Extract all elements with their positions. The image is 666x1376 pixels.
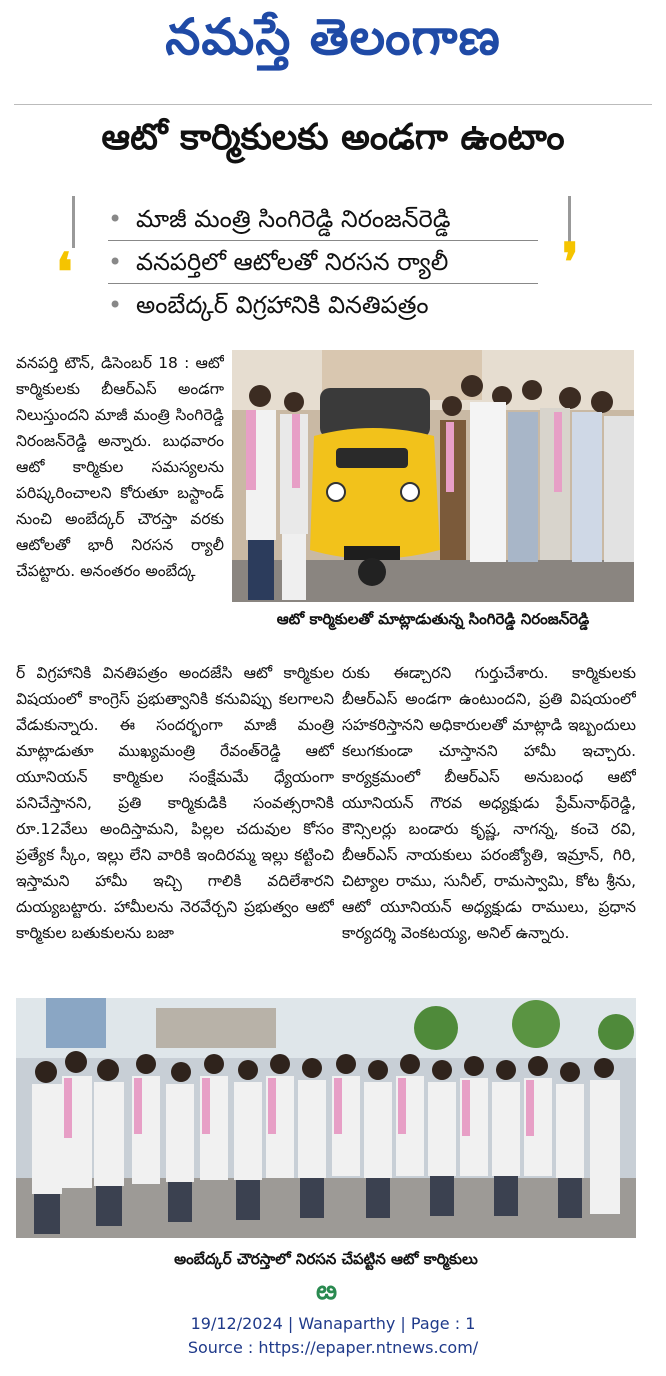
quote-close-icon: ❜: [562, 232, 579, 293]
bullet-icon: •: [108, 248, 123, 276]
masthead: [0, 0, 666, 92]
footer-date-line: 19/12/2024 | Wanaparthy | Page : 1: [190, 1314, 476, 1333]
headline: ఆటో కార్మికులకు అండగా ఉంటాం: [101, 117, 565, 158]
bullet-icon: •: [108, 291, 123, 319]
headline-box: [14, 104, 652, 195]
photo-protest-group: [16, 998, 636, 1238]
footer: [0, 1312, 666, 1360]
photo-auto-workers: [232, 350, 634, 602]
summary-point-text: అంబేద్కర్ విగ్రహానికి వినతిపత్రం: [136, 291, 429, 319]
bullet-icon: •: [108, 205, 123, 233]
divider-left: [72, 196, 75, 248]
masthead-title: నమస్తే తెలంగాణ: [165, 8, 501, 66]
article-col1-bottom: ర్ విగ్రహానికి వినతిపత్రం అందజేసి ఆటో కార్మికుల విషయంలో కాంగ్రెస్ ప్రభుత్వానికి కనువిప్పు కలగాలని వేడుకున్నారు. ఈ సందర్భంగా మాజీ మంత్రి మాట్లాడుతూ ముఖ్యమంత్రి రేవంత్‌రెడ్డి ఆటో యూనియన్ కార్మికుల సంక్షేమమే ధ్యేయంగా పనిచేస్తానని, ప్రతి కార్మికుడికి సంవత్సరానికి రూ.12వేలు అందిస్తామని, పిల్లల చదువుల కోసం ప్రత్యేక స్కీం, ఇల్లు లేని వారికి ఇందిరమ్మ ఇల్లు కట్టించి ఇస్తామని హామీ ఇచ్చి గాలికి వదిలేశారని దుయ్యబట్టారు. హామీలను నెరవేర్చని ప్రభుత్వం ఆటో కార్మికుల బతుకులను బజా: [16, 664, 334, 942]
ntnews-logo-icon: ఴ: [316, 1276, 338, 1306]
photo1-caption: ఆటో కార్మికులతో మాట్లాడుతున్న సింగిరెడ్డి నిరంజన్‌రెడ్డి: [232, 604, 634, 634]
summary-point: [108, 198, 538, 241]
summary-point: [108, 241, 538, 284]
summary-point-text: మాజీ మంత్రి సింగిరెడ్డి నిరంజన్‌రెడ్డి: [136, 205, 451, 233]
article-col1-top: వనపర్తి టౌన్, డిసెంబర్ 18 : ఆటో కార్మికులకు బీఆర్ఎస్ అండగా నిలుస్తుందని మాజీ మంత్రి సింగిరెడ్డి నిరంజన్‌రెడ్డి అన్నారు. బుధవారం ఆటో కార్మికుల సమస్యలను పరిష్కరించాలని కోరుతూ బస్టాండ్ నుంచి అంబేద్కర్ చౌరస్తా వరకు ఆటోలతో భారీ నిరసన ర్యాలీ చేపట్టారు. అనంతరం అంబేద్క: [16, 354, 224, 580]
summary-point-text: వనపర్తిలో ఆటోలతో నిరసన ర్యాలీ: [136, 248, 449, 276]
footer-source-link[interactable]: Source : https://epaper.ntnews.com/: [187, 1338, 479, 1357]
photo2-caption: అంబేద్కర్ చౌరస్తాలో నిరసన చేపట్టిన ఆటో కార్మికులు: [174, 1250, 478, 1268]
quote-open-icon: ❛: [56, 242, 73, 303]
summary-points: [108, 198, 538, 326]
article-col2: రుకు ఈడ్చారని గుర్తుచేశారు. కార్మికులకు బీఆర్ఎస్ అండగా ఉంటుందని, ప్రతి విషయంలో సహకరిస్తానని అధికారులతో మాట్లాడి ఇబ్బందులు కలుగకుండా చూస్తానని హామీ ఇచ్చారు. కార్యక్రమంలో బీఆర్ఎస్ అనుబంధ ఆటో యూనియన్ గౌరవ అధ్యక్షుడు ప్రేమ్‌నాథ్‌రెడ్డి, కౌన్సిలర్లు బండారు కృష్ణ, నాగన్న, కంచె రవి, బీఆర్ఎస్ నాయకులు పరంజ్యోతి, ఇమ్రాన్, గిరి, చిట్యాల రాము, సునీల్, రామస్వామి, కోట శ్రీను, ఆటో యూనియన్ అధ్యక్షుడు రాములు, ప్రధాన కార్యదర్శి వెంకటయ్య, అనిల్ ఉన్నారు.: [342, 664, 636, 942]
summary-point: [108, 284, 538, 326]
